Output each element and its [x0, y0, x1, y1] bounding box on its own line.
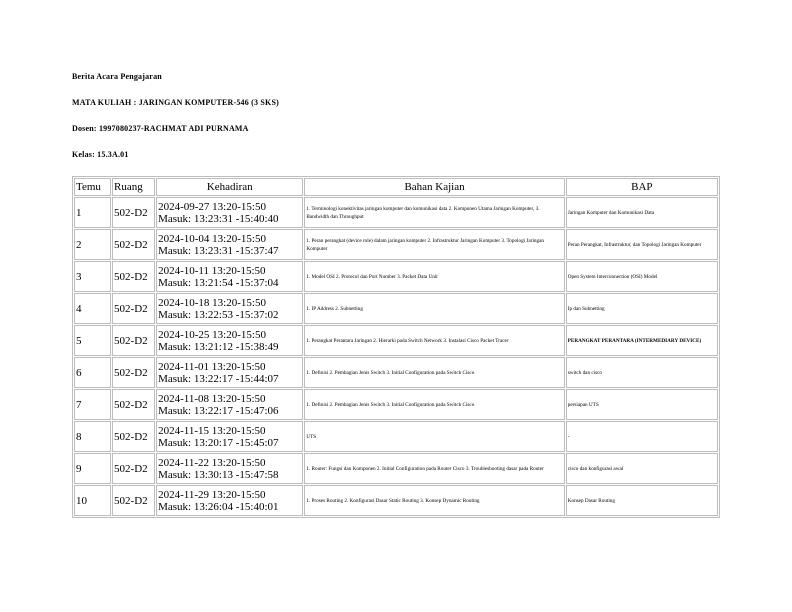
cell-temu: 9 [74, 453, 111, 484]
cell-temu: 2 [74, 229, 111, 260]
table-row [74, 325, 718, 356]
kehadiran-schedule: 2024-11-22 13:20-15:50 [158, 456, 266, 469]
cell-kehadiran [156, 293, 303, 324]
kehadiran-schedule: 2024-10-11 13:20-15:50 [158, 264, 266, 277]
kehadiran-check-in: Masuk: 13:22:17 -15:44:07 [158, 372, 279, 385]
cell-kehadiran [156, 261, 303, 292]
cell-kehadiran [156, 229, 303, 260]
cell-kehadiran [156, 421, 303, 452]
column-header-kehadiran: Kehadiran [156, 178, 303, 196]
cell-kehadiran [156, 357, 303, 388]
cell-bahan-kajian: 1. Proses Routing 2. Konfigurasi Dasar Static Routing 3. Konsep Dynamic Routing [304, 485, 564, 516]
column-header-ruang: Ruang [112, 178, 155, 196]
cell-bahan-kajian: 1. Router: Fungsi dan Komponen 2. Initial Configuration pada Router Cisco 3. Troubleshooting dasar pada Router [304, 453, 564, 484]
kehadiran-check-in: Masuk: 13:20:17 -15:45:07 [158, 436, 279, 449]
table-row [74, 421, 718, 452]
cell-ruang: 502-D2 [112, 389, 155, 420]
table-row [74, 357, 718, 388]
document-title: Berita Acara Pengajaran [72, 72, 162, 81]
cell-bap: PERANGKAT PERANTARA (INTERMEDIARY DEVICE) [566, 325, 718, 356]
kehadiran-check-in: Masuk: 13:23:31 -15:40:40 [158, 212, 279, 225]
cell-bahan-kajian: 1. Definisi 2. Pembagian Jenis Switch 3. Initial Configuration pada Switch Cisco [304, 389, 564, 420]
cell-temu: 4 [74, 293, 111, 324]
table-row [74, 261, 718, 292]
kehadiran-check-in: Masuk: 13:21:12 -15:38:49 [158, 340, 279, 353]
cell-bahan-kajian: 1. Terminologi konektivitas jaringan komputer dan komunikasi data 2. Komponen Utama Jaringan Komputer, 3. Bandwidth dan Throughput [304, 197, 564, 228]
cell-bap: Jaringan Komputer dan Komunikasi Data [566, 197, 718, 228]
table-row [74, 229, 718, 260]
kehadiran-check-in: Masuk: 13:26:04 -15:40:01 [158, 500, 279, 513]
course-info: MATA KULIAH : JARINGAN KOMPUTER-546 (3 SKS) [72, 98, 279, 107]
cell-bap: Konsep Dasar Routing [566, 485, 718, 516]
cell-ruang: 502-D2 [112, 453, 155, 484]
column-header-bap: BAP [566, 178, 718, 196]
kehadiran-schedule: 2024-10-25 13:20-15:50 [158, 328, 266, 341]
cell-temu: 6 [74, 357, 111, 388]
cell-bap: Peran Perangkat, Infrastruktur, dan Topologi Jaringan Komputer [566, 229, 718, 260]
table-row [74, 293, 718, 324]
kehadiran-check-in: Masuk: 13:23:31 -15:37:47 [158, 244, 279, 257]
cell-ruang: 502-D2 [112, 325, 155, 356]
cell-bahan-kajian: 1. Model OSI 2. Protocol dan Port Number 3. Packet Data Unit [304, 261, 564, 292]
column-header-temu: Temu [74, 178, 111, 196]
cell-bahan-kajian: 1. IP Address 2. Subnetting [304, 293, 564, 324]
cell-bap: Ip dan Subnetting [566, 293, 718, 324]
table-row [74, 389, 718, 420]
cell-temu: 10 [74, 485, 111, 516]
kehadiran-check-in: Masuk: 13:22:53 -15:37:02 [158, 308, 279, 321]
cell-kehadiran [156, 197, 303, 228]
cell-kehadiran [156, 325, 303, 356]
table-row [74, 453, 718, 484]
kehadiran-schedule: 2024-09-27 13:20-15:50 [158, 200, 266, 213]
cell-ruang: 502-D2 [112, 229, 155, 260]
cell-kehadiran [156, 453, 303, 484]
column-header-bahan-kajian: Bahan Kajian [304, 178, 564, 196]
cell-temu: 7 [74, 389, 111, 420]
kehadiran-check-in: Masuk: 13:30:13 -15:47:58 [158, 468, 279, 481]
table-body [74, 197, 718, 516]
kehadiran-schedule: 2024-11-15 13:20-15:50 [158, 424, 266, 437]
cell-bap: Open System Interconnection (OSI) Model [566, 261, 718, 292]
cell-bahan-kajian: 1. Peran perangkat (device role) dalam jaringan komputer 2. Infrastruktur Jaringan Komputer 3. Topologi Jaringan Komputer [304, 229, 564, 260]
cell-bap: cisco dan konfigurasi awal [566, 453, 718, 484]
class-info: Kelas: 15.3A.01 [72, 150, 129, 159]
cell-kehadiran [156, 389, 303, 420]
cell-temu: 1 [74, 197, 111, 228]
kehadiran-schedule: 2024-11-08 13:20-15:50 [158, 392, 266, 405]
cell-ruang: 502-D2 [112, 293, 155, 324]
cell-ruang: 502-D2 [112, 357, 155, 388]
teaching-record-table [72, 176, 720, 518]
cell-ruang: 502-D2 [112, 421, 155, 452]
lecturer-info: Dosen: 1997080237-RACHMAT ADI PURNAMA [72, 124, 249, 133]
cell-kehadiran [156, 485, 303, 516]
cell-temu: 8 [74, 421, 111, 452]
cell-ruang: 502-D2 [112, 261, 155, 292]
cell-bahan-kajian: UTS [304, 421, 564, 452]
table-header-row [74, 178, 718, 196]
kehadiran-check-in: Masuk: 13:21:54 -15:37:04 [158, 276, 279, 289]
cell-bahan-kajian: 1. Perangkat Perantara Jaringan 2. Hierarki pada Switch Network 3. Instalasi Cisco Packet Tracer [304, 325, 564, 356]
cell-bap: - [566, 421, 718, 452]
kehadiran-schedule: 2024-10-04 13:20-15:50 [158, 232, 266, 245]
cell-bap: switch dan cisco [566, 357, 718, 388]
cell-bap: persiapan UTS [566, 389, 718, 420]
kehadiran-schedule: 2024-10-18 13:20-15:50 [158, 296, 266, 309]
cell-bahan-kajian: 1. Definisi 2. Pembagian Jenis Switch 3. Initial Configuration pada Switch Cisco [304, 357, 564, 388]
kehadiran-schedule: 2024-11-29 13:20-15:50 [158, 488, 266, 501]
cell-temu: 5 [74, 325, 111, 356]
table-row [74, 485, 718, 516]
table-row [74, 197, 718, 228]
kehadiran-schedule: 2024-11-01 13:20-15:50 [158, 360, 266, 373]
cell-ruang: 502-D2 [112, 485, 155, 516]
cell-ruang: 502-D2 [112, 197, 155, 228]
kehadiran-check-in: Masuk: 13:22:17 -15:47:06 [158, 404, 279, 417]
cell-temu: 3 [74, 261, 111, 292]
